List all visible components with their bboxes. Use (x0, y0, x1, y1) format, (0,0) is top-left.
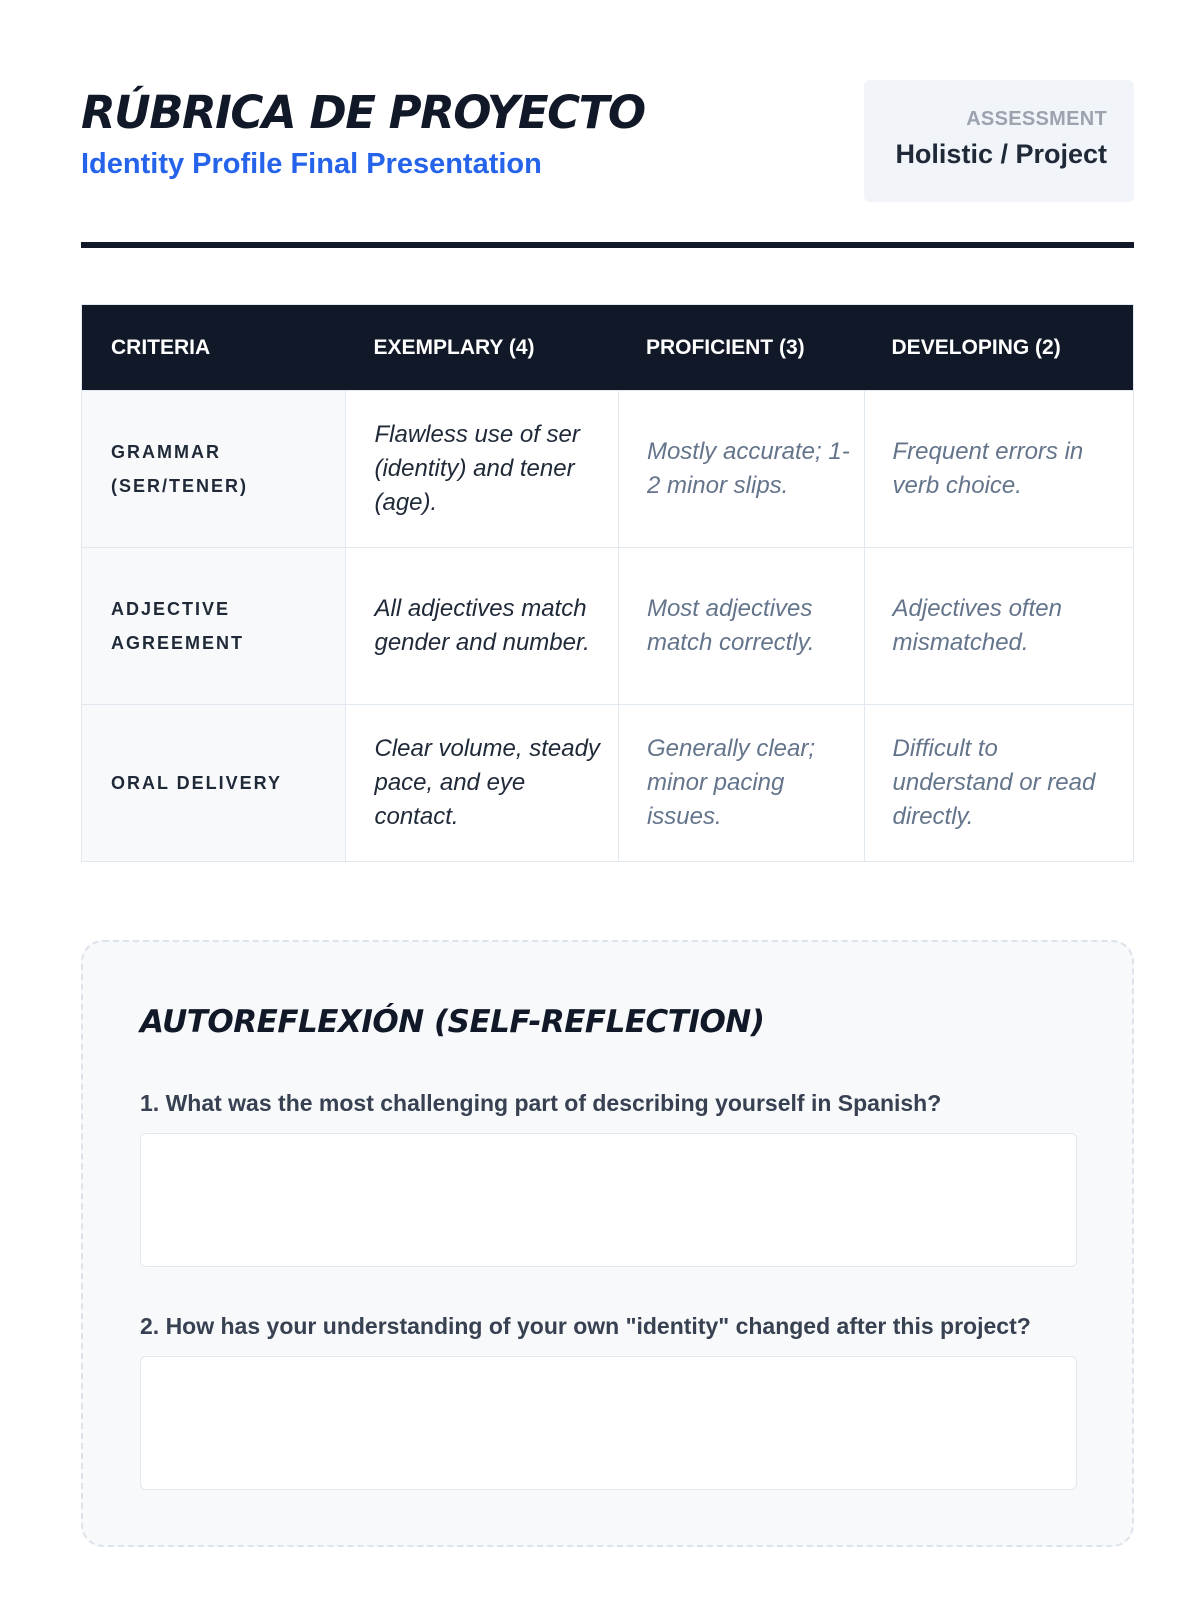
criterion-cell (82, 705, 345, 861)
criterion-cell (82, 548, 345, 704)
reflection-answer-field-1[interactable] (140, 1133, 1077, 1267)
developing-descriptor: Adjectives often mismatched. (892, 595, 1062, 656)
criterion-label: ORAL DELIVERY (111, 773, 283, 793)
criterion-label: ADJECTIVE (111, 599, 231, 619)
header-divider (81, 242, 1134, 248)
reflection-answer-field-2[interactable] (140, 1356, 1077, 1490)
table-row (82, 547, 1133, 704)
proficient-descriptor: Mostly accurate; 1-2 minor slips. (646, 438, 850, 499)
page-title: RÚBRICA DE PROYECTO (81, 86, 645, 139)
criterion-label-sub: AGREEMENT (111, 633, 245, 653)
exemplary-descriptor: Clear volume, steady pace, and eye contact. (374, 735, 600, 830)
column-header-developing: DEVELOPING (2) (891, 335, 1061, 359)
assessment-value: Holistic / Project (895, 139, 1107, 169)
reflection-question-1: 1. What was the most challenging part of describing yourself in Spanish? (140, 1090, 942, 1116)
rubric-table (81, 304, 1134, 862)
column-header-criteria: CRITERIA (111, 335, 211, 359)
table-row (82, 704, 1133, 861)
rubric-header-row (82, 305, 1133, 390)
criterion-label-sub: (SER/TENER) (111, 476, 249, 496)
criterion-label: GRAMMAR (111, 442, 221, 462)
column-header-proficient: PROFICIENT (3) (645, 335, 805, 359)
proficient-descriptor: Generally clear; minor pacing issues. (646, 735, 816, 830)
assessment-label: ASSESSMENT (966, 108, 1107, 130)
developing-descriptor: Frequent errors in verb choice. (892, 438, 1084, 499)
page-subtitle: Identity Profile Final Presentation (81, 148, 542, 180)
table-row (82, 390, 1133, 547)
reflection-title: AUTOREFLEXIÓN (SELF-REFLECTION) (140, 1004, 765, 1040)
exemplary-descriptor: Flawless use of ser (identity) and tener (age). (374, 421, 580, 516)
assessment-card (864, 80, 1134, 202)
developing-descriptor: Difficult to understand or read directly. (892, 735, 1096, 830)
page-header (81, 80, 1134, 202)
exemplary-descriptor: All adjectives match gender and number. (374, 595, 590, 656)
column-header-exemplary: EXEMPLARY (4) (373, 335, 535, 359)
criterion-cell (82, 391, 345, 547)
proficient-descriptor: Most adjectives match correctly. (646, 595, 815, 656)
self-reflection-section (81, 940, 1134, 1547)
reflection-question-2: 2. How has your understanding of your own "identity" changed after this project? (140, 1313, 1031, 1339)
